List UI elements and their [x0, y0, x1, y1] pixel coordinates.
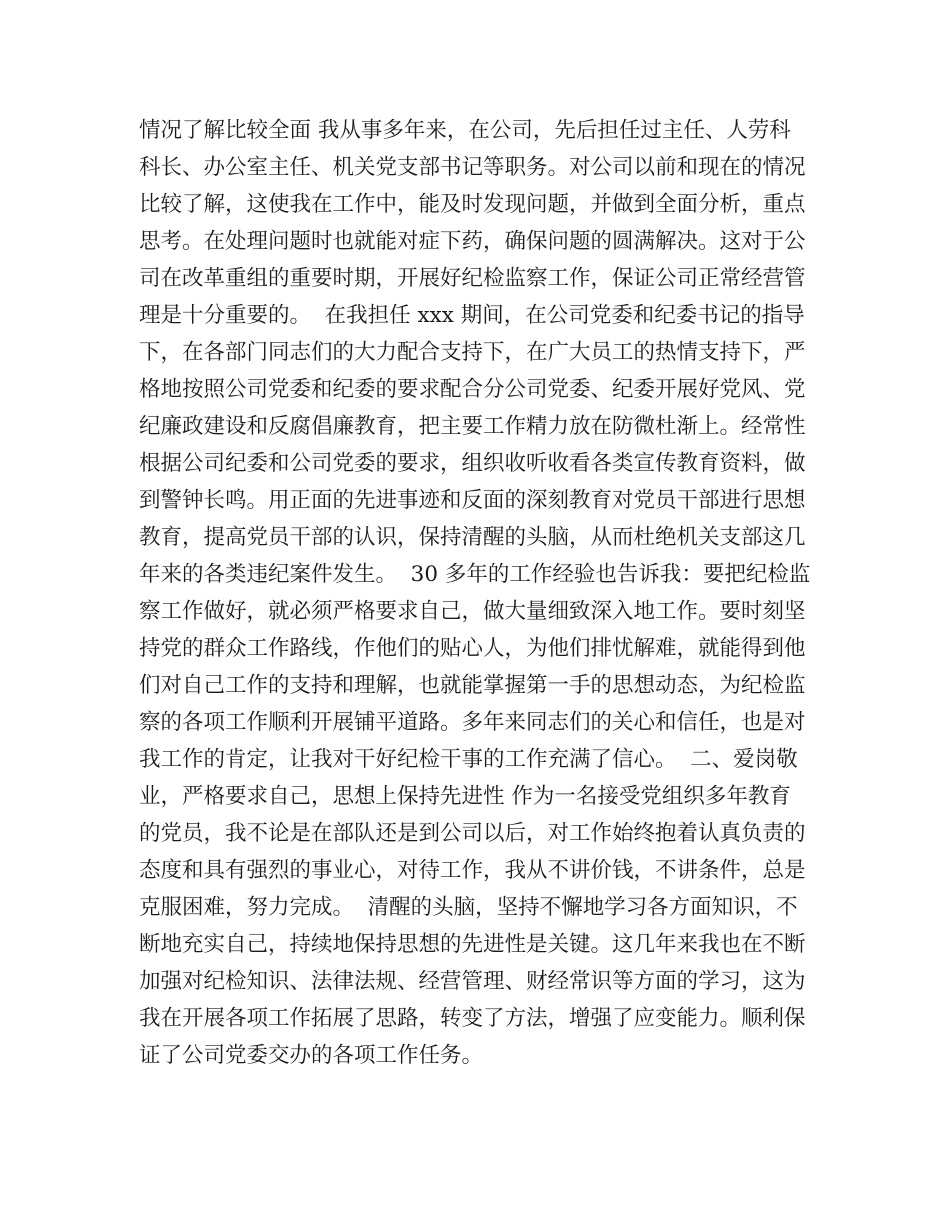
body-text-line: 情况了解比较全面 我从事多年来，在公司，先后担任过主任、人劳科 — [139, 118, 791, 143]
body-text-line: 察工作做好，就必须严格要求自己，做大量细致深入地工作。要时刻坚 — [139, 599, 806, 624]
body-text-line: 我工作的肯定，让我对干好纪检干事的工作充满了信心。 二、爱岗敬 — [139, 747, 798, 772]
body-text-line: 克服困难，努力完成。 清醒的头脑，坚持不懈地学习各方面知识，不 — [139, 895, 798, 920]
body-text-line: 证了公司党委交办的各项工作任务。 — [139, 1043, 484, 1068]
body-text-line: 教育，提高党员干部的认识，保持清醒的头脑，从而杜绝机关支部这几 — [139, 525, 806, 550]
body-text-line: 根据公司纪委和公司党委的要求，组织收听收看各类宣传教育资料，做 — [139, 451, 806, 476]
body-text-line: 理是十分重要的。 在我担任 xxx 期间，在公司党委和纪委书记的指导 — [139, 303, 805, 328]
document-body — [139, 112, 839, 1074]
body-text-line: 持党的群众工作路线，作他们的贴心人，为他们排忧解难，就能得到他 — [139, 636, 806, 661]
body-text-line: 加强对纪检知识、法律法规、经营管理、财经常识等方面的学习，这为 — [139, 969, 806, 994]
body-text-line: 下，在各部门同志们的大力配合支持下，在广大员工的热情支持下，严 — [139, 340, 806, 365]
body-text-line: 思考。在处理问题时也就能对症下药，确保问题的圆满解决。这对于公 — [139, 229, 806, 254]
body-text-line: 察的各项工作顺利开展铺平道路。多年来同志们的关心和信任，也是对 — [139, 710, 806, 735]
body-text-line: 们对自己工作的支持和理解，也就能掌握第一手的思想动态，为纪检监 — [139, 673, 806, 698]
body-text-line: 断地充实自己，持续地保持思想的先进性是关键。这几年来我也在不断 — [139, 932, 806, 957]
body-text-line: 的党员，我不论是在部队还是到公司以后，对工作始终抱着认真负责的 — [139, 821, 806, 846]
body-text-line: 比较了解，这使我在工作中，能及时发现问题，并做到全面分析，重点 — [139, 192, 806, 217]
body-text-line: 我在开展各项工作拓展了思路，转变了方法，增强了应变能力。顺利保 — [139, 1006, 806, 1031]
body-text-line: 科长、办公室主任、机关党支部书记等职务。对公司以前和现在的情况 — [139, 155, 806, 180]
body-text-line: 态度和具有强烈的事业心，对待工作，我从不讲价钱，不讲条件，总是 — [139, 858, 806, 883]
body-text-line: 到警钟长鸣。用正面的先进事迹和反面的深刻教育对党员干部进行思想 — [139, 488, 806, 513]
body-text-line: 格地按照公司党委和纪委的要求配合分公司党委、纪委开展好党风、党 — [139, 377, 806, 402]
body-text-line: 年来的各类违纪案件发生。 30 多年的工作经验也告诉我：要把纪检监 — [139, 562, 811, 587]
body-text-line: 司在改革重组的重要时期，开展好纪检监察工作，保证公司正常经营管 — [139, 266, 806, 291]
body-text-line: 纪廉政建设和反腐倡廉教育，把主要工作精力放在防微杜渐上。经常性 — [139, 414, 806, 439]
body-text-line: 业，严格要求自己，思想上保持先进性 作为一名接受党组织多年教育 — [139, 784, 791, 809]
